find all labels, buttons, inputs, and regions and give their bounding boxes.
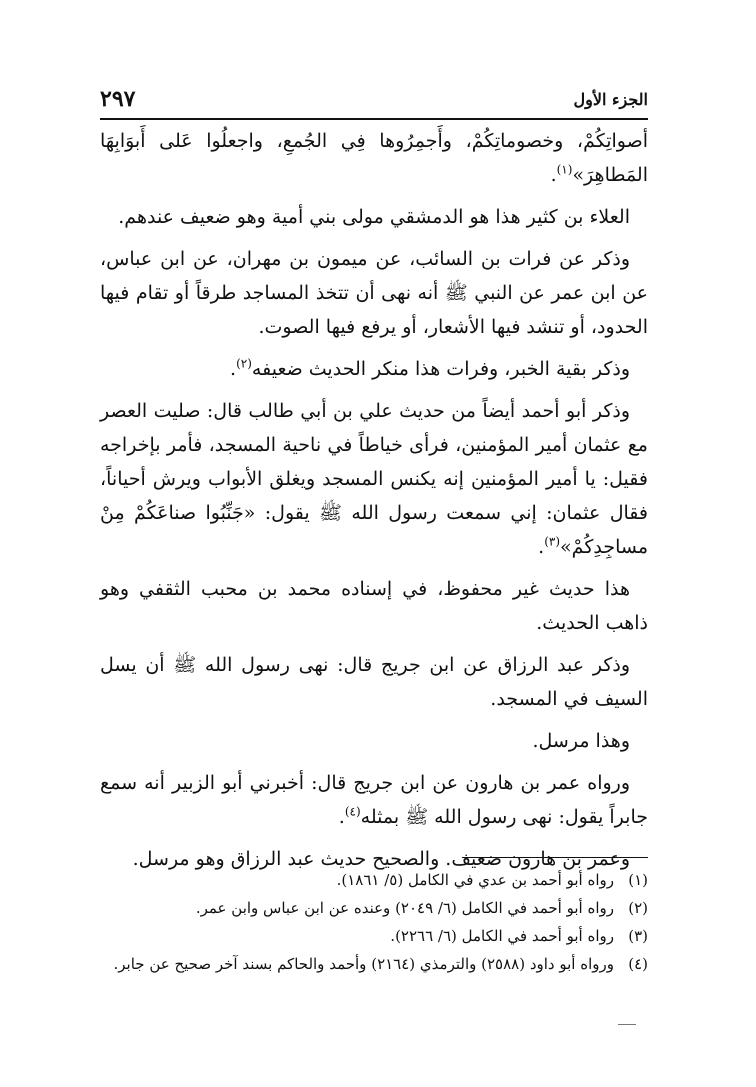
footnote-reference[interactable]: (٤)	[344, 804, 361, 819]
footnote: (٢)رواه أبو أحمد في الكامل (٦/ ٢٠٤٩) وعنده عن ابن عباس وابن عمر.	[100, 894, 648, 922]
paragraph: وذكر أبو أحمد أيضاً من حديث علي بن أبي طالب قال: صليت العصر مع عثمان أمير المؤمنين، فرأى خياطاً في ناحية المسجد، فأمر بإخراجه فقيل: يا أمير المؤمنين إنه يكنس المسجد ويغلق الأبواب ويرش أحياناً، فقال عثمان: إني سمعت رسول الله ﷺ يقول: «جَنِّبُوا صناعَكُمْ مِنْ مساجِدِكُمْ»$^{(٣)}$.	[100, 400, 648, 558]
footnote-reference[interactable]: (٣)	[544, 534, 561, 549]
footnote: (٤)ورواه أبو داود (٢٥٨٨) والترمذي (٢١٦٤) وأحمد والحاكم بسند آخر صحيح عن جابر.	[100, 950, 648, 978]
paragraph: وذكر بقية الخبر، وفرات هذا منكر الحديث ضعيفه$^{(٢)}$.	[230, 356, 630, 380]
footnote-marker: (٤)	[628, 955, 648, 973]
paragraph: وذكر عبد الرزاق عن ابن جريج قال: نهى رسول الله ﷺ أن يسل السيف في المسجد.	[100, 654, 648, 710]
paragraph: العلاء بن كثير هذا هو الدمشقي مولى بني أمية وهو ضعيف عندهم.	[118, 206, 630, 228]
paragraph: وعمر بن هارون ضعيف. والصحيح حديث عبد الرزاق وهو مرسل.	[132, 848, 630, 870]
page-header	[100, 86, 648, 120]
footnotes	[100, 866, 648, 978]
header-rule	[100, 118, 648, 120]
paragraph: ورواه عمر بن هارون عن ابن جريج قال: أخبرني أبو الزبير أنه سمع جابراً يقول: نهى رسول الله ﷺ بمثله$^{(٤)}$.	[100, 772, 648, 828]
footnote-marker: (١)	[628, 871, 648, 889]
footnote: (١)رواه أبو أحمد بن عدي في الكامل (٥/ ١٨٦١).	[100, 866, 648, 894]
paragraph: أصواتِكُمْ، وخصوماتِكُمْ، وأَجمِرُوها فِي الجُمعِ، واجعلُوا عَلى أَبوَابِهَا المَطاهِرَ»$^{(١)}$.	[100, 130, 648, 186]
footnote-separator	[462, 857, 648, 858]
footnote: (٣)رواه أبو أحمد في الكامل (٦/ ٢٢٦٦).	[100, 922, 648, 950]
footnote-reference[interactable]: (١)	[556, 162, 573, 177]
paragraph: وذكر عن فرات بن السائب، عن ميمون بن مهران، عن ابن عباس، عن ابن عمر عن النبي ﷺ أنه نهى أن تتخذ المساجد طرقاً أو تقام فيها الحدود، أو تنشد فيها الأشعار، أو يرفع فيها الصوت.	[100, 248, 648, 338]
paragraph: هذا حديث غير محفوظ، في إسناده محمد بن محبب الثقفي وهو ذاهب الحديث.	[100, 578, 648, 634]
footnote-marker: (٣)	[628, 927, 648, 945]
running-title: الجزء الأول	[573, 90, 648, 109]
paragraph: وهذا مرسل.	[532, 730, 630, 752]
footnote-reference[interactable]: (٢)	[236, 356, 252, 371]
page-number: ٢٩٧	[100, 86, 136, 112]
footnote-marker: (٢)	[628, 899, 648, 917]
main-text	[100, 124, 648, 884]
scan-mark	[618, 1024, 636, 1025]
